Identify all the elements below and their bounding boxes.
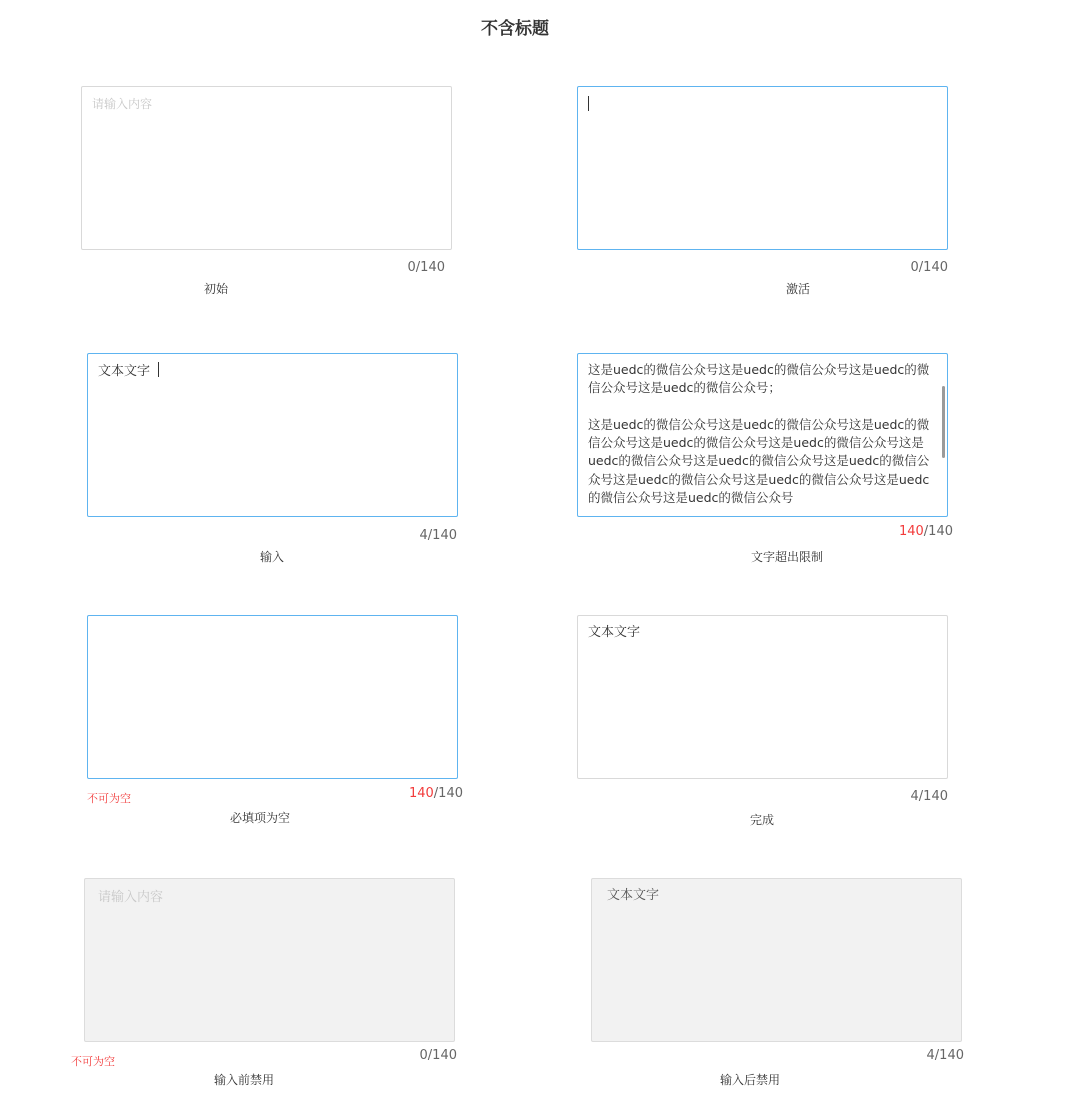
scrollbar[interactable] bbox=[942, 386, 945, 458]
error-message: 不可为空 bbox=[87, 792, 131, 805]
counter-current: 140 bbox=[408, 786, 434, 801]
state-caption: 输入前禁用 bbox=[213, 1073, 274, 1087]
textarea-overflow[interactable] bbox=[577, 353, 948, 517]
textarea-disabled-empty bbox=[84, 878, 455, 1042]
char-counter bbox=[873, 524, 953, 539]
page-title: 不含标题 bbox=[481, 19, 549, 39]
textarea-typing[interactable] bbox=[87, 353, 458, 517]
char-counter: 4/140 bbox=[926, 1048, 964, 1063]
textarea-disabled-filled bbox=[591, 878, 962, 1042]
textarea-value: 文本文字 bbox=[607, 888, 660, 903]
textarea-initial[interactable] bbox=[81, 86, 452, 250]
textarea-required-empty[interactable] bbox=[87, 615, 458, 779]
counter-total: /140 bbox=[923, 524, 953, 539]
state-caption: 输入后禁用 bbox=[719, 1073, 780, 1087]
char-counter: 4/140 bbox=[910, 789, 948, 804]
state-caption: 完成 bbox=[749, 813, 774, 827]
state-caption: 初始 bbox=[203, 282, 228, 296]
char-counter: 0/140 bbox=[407, 260, 445, 275]
char-counter: 0/140 bbox=[419, 1048, 457, 1063]
error-message: 不可为空 bbox=[71, 1055, 115, 1068]
textarea-placeholder: 请输入内容 bbox=[98, 890, 164, 905]
char-counter bbox=[383, 786, 463, 801]
counter-current: 140 bbox=[898, 524, 924, 539]
char-counter: 4/140 bbox=[419, 528, 457, 543]
state-caption: 输入 bbox=[259, 550, 284, 564]
textarea-value: 文本文字 bbox=[588, 625, 641, 640]
state-caption: 文字超出限制 bbox=[750, 550, 823, 564]
text-caret bbox=[588, 96, 589, 111]
char-counter: 0/140 bbox=[910, 260, 948, 275]
textarea-completed[interactable] bbox=[577, 615, 948, 779]
state-caption: 必填项为空 bbox=[229, 811, 290, 825]
textarea-active[interactable] bbox=[577, 86, 948, 250]
textarea-value: 这是uedc的微信公众号这是uedc的微信公众号这是uedc的微信公众号这是uedc的微信公众号； 这是uedc的微信公众号这是uedc的微信公众号这是uedc的微信公众号这是uedc的微信公众号这是uedc的微信公众号这是uedc的微信公众号这是uedc的微信公众号这是uedc的微信公众号这是uedc的微信公众号这是uedc的微信公众号这是uedc的微信公众号这是uedc的微信公众号 bbox=[588, 362, 930, 506]
counter-total: /140 bbox=[433, 786, 463, 801]
textarea-value: 文本文字 bbox=[98, 362, 445, 381]
state-caption: 激活 bbox=[785, 282, 810, 296]
textarea-placeholder: 请输入内容 bbox=[92, 97, 153, 111]
